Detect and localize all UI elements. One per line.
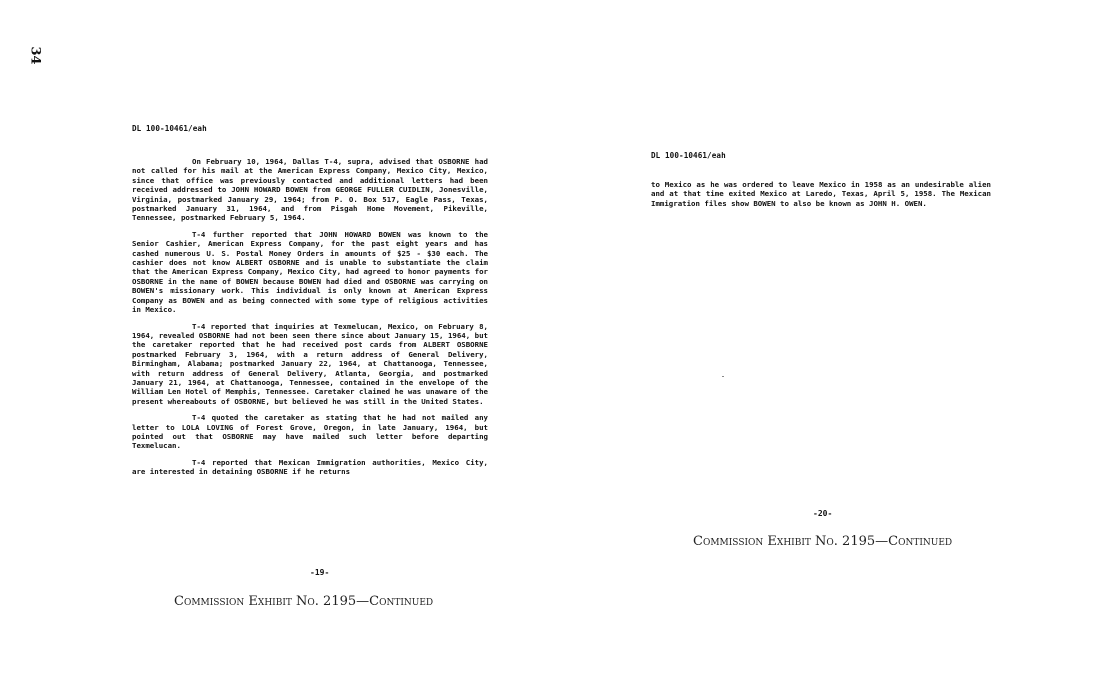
right-page <box>651 151 991 208</box>
left-page <box>132 124 488 484</box>
paragraph: T-4 reported that inquiries at Texmelucan, Mexico, on February 8, 1964, revealed OSBORNE had not been seen there since about January 15, 1964, but the caretaker reported that he had received post cards from ALBERT OSBORNE postmarked February 3, 1964, with a return address of General Delivery, Birmingham, Alabama; postmarked January 22, 1964, at Chattanooga, Tennessee, with return address of General Delivery, Atlanta, Georgia, and postmarked January 21, 1964, at Chattanooga, Tennessee, contained in the envelope of the William Len Hotel of Memphis, Tennessee. Caretaker claimed he was unaware of the present whereabouts of OSBORNE, but believed he was still in the United States. <box>132 321 488 406</box>
scan-speck <box>722 376 724 377</box>
file-number: DL 100-10461/eah <box>132 124 207 133</box>
paragraph: T-4 quoted the caretaker as stating that he had not mailed any letter to LOLA LOVING of Forest Grove, Oregon, in late January, 1964, but pointed out that OSBORNE may have mailed such letter before departing Texmelucan. <box>132 413 488 451</box>
paragraph: T-4 reported that Mexican Immigration authorities, Mexico City, are interested in detaining OSBORNE if he returns <box>132 457 488 477</box>
paragraph: to Mexico as he was ordered to leave Mexico in 1958 as an undesirable alien and at that time exited Mexico at Laredo, Texas, April 5, 1958. The Mexican Immigration files show BOWEN to also be known as JOHN H. OWEN. <box>651 180 991 208</box>
exhibit-caption: Commission Exhibit No. 2195—Continued <box>174 594 434 609</box>
paragraph: On February 10, 1964, Dallas T-4, supra, advised that OSBORNE had not called for his mail at the American Express Company, Mexico City, Mexico, since that office was previously contacted and additional letters had been received addressed to JOHN HOWARD BOWEN from GEORGE FULLER CUIDLIN, Jonesville, Virginia, postmarked January 29, 1964; from P. O. Box 517, Eagle Pass, Texas, postmarked January 31, 1964, and from Pisgah Home Movement, Pikeville, Tennessee, postmarked February 5, 1964. <box>132 157 488 223</box>
page-number: -20- <box>813 509 833 518</box>
sheet-number: 34 <box>27 46 43 65</box>
exhibit-caption: Commission Exhibit No. 2195—Continued <box>693 534 953 549</box>
file-number: DL 100-10461/eah <box>651 151 726 160</box>
paragraph: T-4 further reported that JOHN HOWARD BOWEN was known to the Senior Cashier, American Express Company, for the past eight years and has cashed numerous U. S. Postal Money Orders in amounts of $25 - $30 each. The cashier does not know ALBERT OSBORNE and is unable to substantiate the claim that the American Express Company, Mexico City, had agreed to honor payments for OSBORNE in the name of BOWEN because BOWEN had died and OSBORNE was carrying on BOWEN's missionary work. This individual is only known at American Express Company as BOWEN and as being connected with some type of religious activities in Mexico. <box>132 229 488 315</box>
page-number: -19- <box>310 568 330 577</box>
